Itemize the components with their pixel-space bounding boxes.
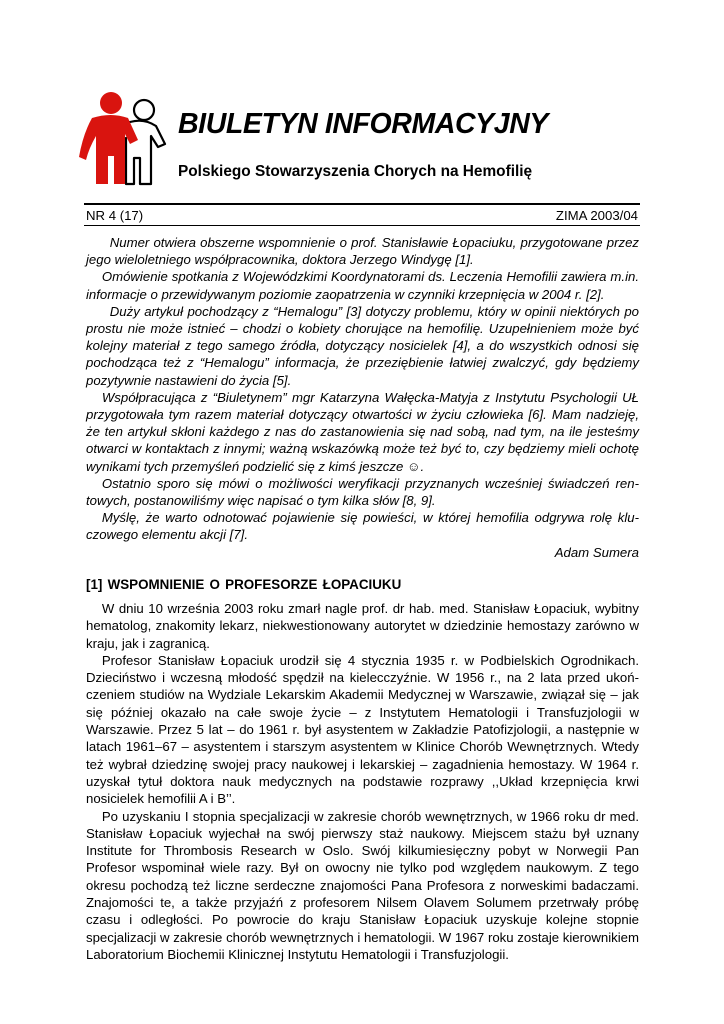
logo-large-figure-body bbox=[79, 115, 138, 184]
intro-paragraph: Numer otwiera obszerne wspomnienie o prof. Stanisławie Łopaciuku, przygotowane przez jego wieloletniego współpracownika, doktora Jerzego Windygę [1]. bbox=[86, 235, 639, 268]
hemophilia-society-logo bbox=[78, 88, 168, 188]
article-body bbox=[86, 600, 639, 963]
article-paragraph: W dniu 10 września 2003 roku zmarł nagle prof. dr hab. med. Stanisław Łopaciuk, wybitny hematolog, znakomity lekarz, niekwestionowany autorytet w dziedzinie hemostazy zarówno w kraju, jak i zagranicą. bbox=[86, 601, 639, 651]
issue-season: ZIMA 2003/04 bbox=[555, 208, 638, 223]
article-paragraph: Po uzyskaniu I stopnia specjalizacji w zakresie chorób wewnętrznych, w 1966 roku dr med. Stanisław Łopaciuk wyjechał na swój pierwszy staż naukowy. Miejscem stażu był uznany Institute for Thrombosis Research w Oslo. Swój kilkumiesięczny pobyt w Norwegii Pan Profesor wspominał wiele razy. Był on owocny nie tylko pod względem naukowym. Z tego okresu pochodzą też liczne serdeczne znajomości Pana Profesora z norweskimi badaczami. Znajomości te, a także przyjaźń z profesorem Nilsem Olavem Solumem przetrwały próbę czasu i odległości. Po powrocie do kraju Stanisław Łopaciuk uzyskuje kolejne stopnie specjalizacji w zakresie chorób wewnętrznych i hematologii. W 1967 roku zostaje kierownikiem Laboratorium Biochemii Klinicznej Instytutu Hematologii i Transfuzjologii. bbox=[86, 808, 639, 962]
header-bottom-rule bbox=[84, 225, 640, 226]
issue-info-row bbox=[86, 207, 638, 224]
bulletin-subtitle: Polskiego Stowarzyszenia Chorych na Hemofilię bbox=[178, 163, 533, 180]
article-paragraph: Profesor Stanisław Łopaciuk urodził się 4 stycznia 1935 r. w Podbielskich Ogrodnikach. Dzieciństwo i wczesną młodość spędził na kielecczyźnie. W 1956 r., na 2 lata przed ukończeniem studiów na Wydziale Lekarskim Akademii Medycznej w Warszawie, związał się – jak się później okazało na całe swoje życie – z Instytutem Hematologii i Transfuzjologii w Warszawie. Przez 5 lat – do 1961 r. był asystentem w Zakładzie Patofizjologii, a następnie w latach 1961–67 – asystentem i starszym asystentem w Klinice Chorób Wewnętrznych. Wtedy też wybrał dziedzinę swojej pracy naukowej i lekarskiej – zagadnienia hemostazy. W 1964 r. uzyskał tytuł doktora nauk medycznych na podstawie rozprawy ,,Układ krzepnięcia krwi nosicielek hemofilii A i B’’. bbox=[86, 652, 639, 807]
intro-paragraph: Omówienie spotkania z Wojewódzkimi Koordynatorami ds. Leczenia Hemofilii zawiera m.in. informacje o przewidywanym poziomie zaopatrzenia w czynniki krzepnięcia w 2004 r. [2]. bbox=[86, 269, 639, 302]
intro-paragraph: Ostatnio sporo się mówi o możliwości weryfikacji przyznanych wcześniej świadczeń rentowych, postanowiliśmy więc napisać o tym kilka słów [8, 9]. bbox=[86, 475, 639, 509]
issue-number: NR 4 (17) bbox=[86, 208, 144, 223]
intro-paragraph: Duży artykuł pochodzący z “Hemalogu” [3] dotyczy problemu, który w opinii niektórych po prostu nie może istnieć – chodzi o kobiety chorujące na hemofilię. Uzupełnieniem może być kolejny materiał z tego samego źródła, dotyczący nosicielek [4], a do wszystkich odnosi się pochodząca też z “Hemalogu” informacja, że przeziębienie łatwiej zwalczyć, gdy będziemy pozytywnie nastawieni do życia [5]. bbox=[86, 303, 639, 388]
logo-large-figure-head bbox=[100, 92, 122, 114]
editorial-intro bbox=[86, 234, 639, 561]
intro-paragraph: Myślę, że warto odnotować pojawienie się powieści, w której hemofilia odgrywa rolę kluczowego elementu akcji [7]. bbox=[86, 510, 639, 543]
article-heading: [1] WSPOMNIENIE O PROFESORZE ŁOPACIUKU bbox=[86, 577, 402, 592]
bulletin-title: BIULETYN INFORMACYJNY bbox=[178, 108, 549, 140]
logo-small-figure-head bbox=[134, 100, 154, 120]
intro-signature: Adam Sumera bbox=[554, 544, 639, 560]
intro-paragraph: Współpracująca z “Biuletynem” mgr Katarzyna Wałęcka-Matyja z Instytutu Psychologii UŁ przygotowała tym razem materiał dotyczący otwartości w życiu człowieka [6]. Mam nadzieję, że ten artykuł skłoni każdego z nas do zastanowienia się nad sobą, nad tym, na ile jesteśmy otwarci w kontaktach z innymi; ważną wskazówką może też być to, czy będziemy mieli ochotę wynikami tych przemyśleń podzielić się z kimś jeszcze ☺. bbox=[86, 389, 639, 474]
header-top-rule bbox=[84, 203, 640, 205]
